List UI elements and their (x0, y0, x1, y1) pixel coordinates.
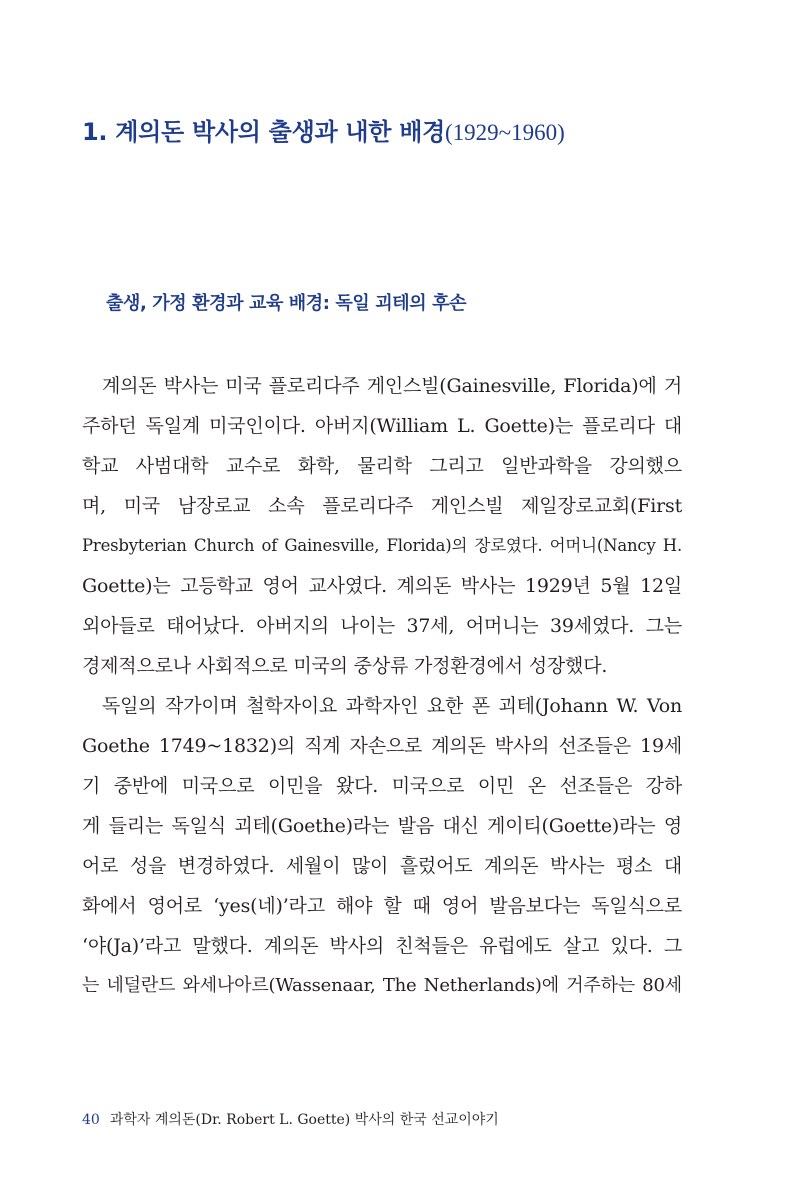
paragraph-2-line-2: Goethe 1749~1832)의 직계 자손으로 계의돈 박사의 선조들은 19세 (82, 735, 682, 757)
paragraph-2-line-3: 기 중반에 미국으로 이민을 왔다. 미국으로 이민 온 선조들은 강하 (82, 775, 682, 797)
paragraph-2-line-8: 는 네덜란드 와세나아르(Wassenaar, The Netherlands)에 거주하는 80세 (82, 975, 682, 996)
chapter-title-text: 1. 계의돈 박사의 출생과 내한 배경 (82, 118, 445, 146)
paragraph-1-line-6: Goette)는 고등학교 영어 교사였다. 계의돈 박사는 1929년 5월 12일 (82, 575, 682, 597)
running-book-title: 과학자 계의돈(Dr. Robert L. Goette) 박사의 한국 선교이야기 (109, 1112, 499, 1128)
paragraph-2-line-1: 독일의 작가이며 철학자이요 과학자인 요한 폰 괴테(Johann W. Von (102, 695, 682, 717)
paragraph-1-line-7: 외아들로 태어났다. 아버지의 나이는 37세, 어머니는 39세였다. 그는 (82, 615, 682, 637)
page-footer (82, 1108, 499, 1132)
paragraph-1-line-1: 계의돈 박사는 미국 플로리다주 게인스빌(Gainesville, Florida)에 거 (102, 375, 682, 397)
paragraph-2-line-4: 게 들리는 독일식 괴테(Goethe)라는 발음 대신 게이티(Goette)라는 영 (82, 815, 682, 837)
page-number: 40 (82, 1112, 100, 1128)
paragraph-1-line-5: Presbyterian Church of Gainesville, Florida)의 장로였다. 어머니(Nancy H. (82, 536, 682, 555)
chapter-title-years: (1929~1960) (445, 120, 565, 145)
chapter-title (82, 112, 565, 153)
paragraph-1-line-3: 학교 사범대학 교수로 화학, 물리학 그리고 일반과학을 강의했으 (82, 455, 682, 477)
paragraph-2-line-5: 어로 성을 변경하였다. 세월이 많이 흘렀어도 계의돈 박사는 평소 대 (82, 855, 682, 877)
paragraph-1-line-2: 주하던 독일계 미국인이다. 아버지(William L. Goette)는 플로리다 대 (82, 415, 682, 437)
body-text (82, 366, 682, 1006)
paragraph-2-line-7: ‘야(Ja)’라고 말했다. 계의돈 박사의 친척들은 유럽에도 살고 있다. 그 (82, 935, 682, 957)
paragraph-1-line-4: 며, 미국 남장로교 소속 플로리다주 게인스빌 제일장로교회(First (82, 495, 682, 517)
paragraph-1-line-8: 경제적으로나 사회적으로 미국의 중상류 가정환경에서 성장했다. (82, 655, 608, 677)
section-heading: 출생, 가정 환경과 교육 배경: 독일 괴테의 후손 (106, 293, 467, 314)
paragraph-2-line-6: 화에서 영어로 ‘yes(네)’라고 해야 할 때 영어 발음보다는 독일식으로 (82, 895, 682, 917)
